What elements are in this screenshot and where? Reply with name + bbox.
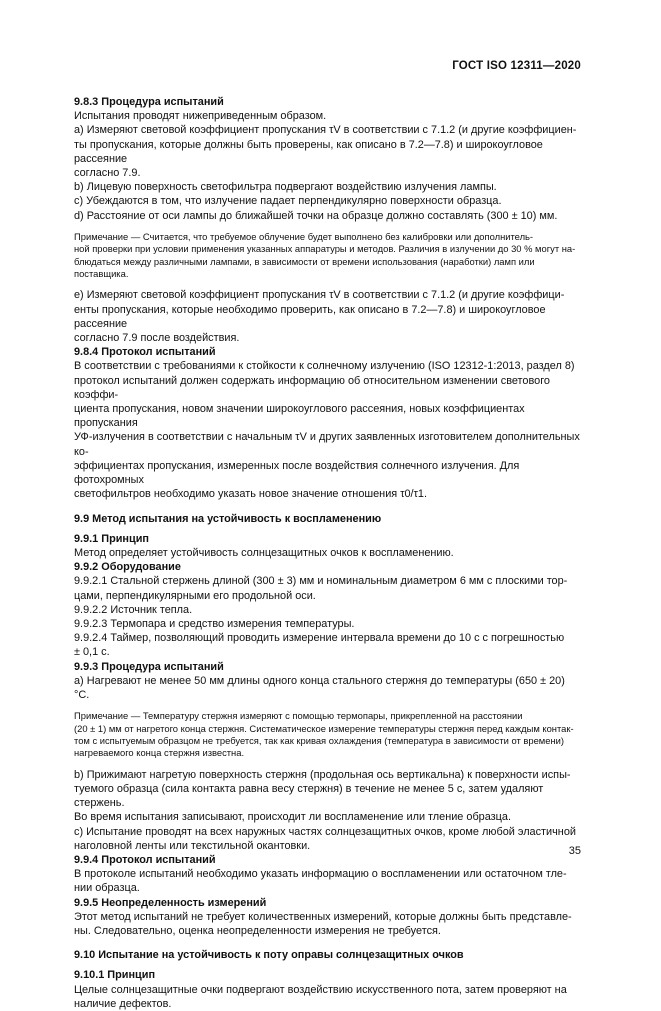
paragraph-line: циента пропускания, новом значении широкоуглового рассеяния, новых коэффициентах пропускания: [74, 403, 525, 430]
paragraph-line: Этот метод испытаний не требует количественных измерений, которые должны быть представле-: [74, 910, 572, 923]
paragraph-line: 9.9.2.4 Таймер, позволяющий проводить измерение интервала времени до 10 с с погрешностью: [74, 632, 565, 645]
paragraph-line: ты пропускания, которые должны быть проверены, как описано в 7.2—7.8) и широкоугловое рассеяние: [74, 138, 543, 165]
section-heading: 9.9.2 Оборудование: [74, 561, 181, 574]
paragraph-line: Целые солнцезащитные очки подвергают воздействию искусственного пота, затем проверяют на: [74, 983, 567, 996]
note-line: Примечание — Считается, что требуемое облучение будет выполнено без калибровки или дополнитель-: [74, 230, 534, 242]
paragraph-line: Метод определяет устойчивость солнцезащитных очков к воспламенению.: [74, 546, 454, 559]
paragraph-line: светофильтров необходимо указать новое значение отношения τ0/τ1.: [74, 488, 427, 501]
section-heading: 9.9.5 Неопределенность измерений: [74, 896, 267, 909]
note-line: (20 ± 1) мм от нагретого конца стержня. Систематическое измерение температуры стержня перед каждым контак-: [74, 722, 574, 734]
section-heading: 9.8.4 Протокол испытаний: [74, 346, 216, 359]
paragraph-line: а) Нагревают не менее 50 мм длины одного конца стального стержня до температуры (650 ± 20) °С.: [74, 674, 565, 701]
paragraph-line: цами, перпендикулярными его продольной оси.: [74, 589, 316, 602]
paragraph-line: Во время испытания записывают, происходит ли воспламенение или тление образца.: [74, 811, 511, 824]
note-line: ной проверки при условии применения указанных аппаратуры и методов. Различия в излучении до 30 % могут на-: [74, 243, 576, 255]
paragraph-line: енты пропускания, которые необходимо проверить, как описано в 7.2—7.8) и широкоугловое рассеяние: [74, 303, 546, 330]
paragraph-line: 9.9.2.2 Источник тепла.: [74, 603, 193, 616]
paragraph-line: туемого образца (сила контакта равна весу стержня) в течение не менее 5 с, затем удаляют стержень.: [74, 782, 544, 810]
paragraph-line: Испытания проводят нижеприведенным образом.: [74, 110, 327, 123]
note-line: Примечание — Температуру стержня измеряют с помощью термопары, прикрепленной на расстоянии: [74, 710, 523, 722]
section-heading: 9.8.3 Процедура испытаний: [74, 96, 224, 108]
paragraph-line: согласно 7.9 после воздействия.: [74, 332, 240, 345]
document-body: [74, 95, 583, 1011]
paragraph-line: В соответствии с требованиями к стойкости к солнечному излучению (ISO 12312-1:2013, раздел 8): [74, 360, 575, 373]
section-heading: 9.9.3 Процедура испытаний: [74, 660, 224, 673]
paragraph-line: c) Испытание проводят на всех наружных частях солнцезащитных очков, кроме любой эластичной: [74, 825, 576, 838]
document-header: ГОСТ ISO 12311—2020: [452, 60, 581, 72]
paragraph-line: В протоколе испытаний необходимо указать информацию о воспламенении или остаточном тле-: [74, 868, 567, 881]
paragraph-line: e) Измеряют световой коэффициент пропускания τV в соответствии с 7.1.2 (и другие коэффици-: [74, 289, 565, 302]
paragraph-line: b) Прижимают нагретую поверхность стержня (продольная ось вертикальна) к поверхности испы-: [74, 768, 571, 781]
paragraph-line: а) Измеряют световой коэффициент пропускания τV в соответствии с 7.1.2 (и другие коэффициен-: [74, 124, 577, 137]
section-heading: 9.9.4 Протокол испытаний: [74, 853, 216, 866]
paragraph-line: ны. Следовательно, оценка неопределенности измерения не требуется.: [74, 925, 441, 937]
paragraph-line: протокол испытаний должен содержать информацию об относительном изменении светового коэффи-: [74, 374, 550, 401]
paragraph-line: наголовной ленты или текстильной окантовки.: [74, 839, 311, 852]
paragraph-line: наличие дефектов.: [74, 997, 172, 1010]
section-heading: 9.10 Испытание на устойчивость к поту оправы солнцезащитных очков: [74, 949, 464, 962]
paragraph-line: d) Расстояние от оси лампы до ближайшей точки на образце должно составлять (300 ± 10) мм.: [74, 209, 558, 222]
section-heading: 9.10.1 Принцип: [74, 969, 156, 982]
page-number: 35: [568, 845, 581, 857]
paragraph-line: 9.9.2.3 Термопара и средство измерения температуры.: [74, 617, 355, 630]
note-line: том с испытуемым образцом не требуется, так как кривая охлаждения (температура в зависимости от времени): [74, 734, 564, 746]
paragraph-line: ± 0,1 с.: [74, 646, 110, 659]
note-line: блюдаться между различными лампами, в зависимости от времени использования (наработки) ламп или поставщика.: [74, 255, 535, 280]
paragraph-line: УФ-излучения в соответствии с начальным τV и других заявленных изготовителем дополнительных ко-: [74, 431, 580, 458]
note-line: нагреваемого конца стержня известна.: [74, 747, 245, 759]
section-heading: 9.9.1 Принцип: [74, 532, 149, 545]
paragraph-line: 9.9.2.1 Стальной стержень длиной (300 ± 3) мм и номинальным диаметром 6 мм с плоскими тор-: [74, 575, 568, 588]
paragraph-line: эффициентах пропускания, измеренных после воздействия солнечного излучения. Для фотохромных: [74, 459, 520, 487]
paragraph-line: согласно 7.9.: [74, 167, 141, 180]
paragraph-line: нии образца.: [74, 882, 140, 895]
section-heading: 9.9 Метод испытания на устойчивость к воспламенению: [74, 512, 382, 525]
paragraph-line: b) Лицевую поверхность светофильтра подвергают воздействию излучения лампы.: [74, 181, 497, 194]
paragraph-line: c) Убеждаются в том, что излучение падает перпендикулярно поверхности образца.: [74, 195, 502, 208]
